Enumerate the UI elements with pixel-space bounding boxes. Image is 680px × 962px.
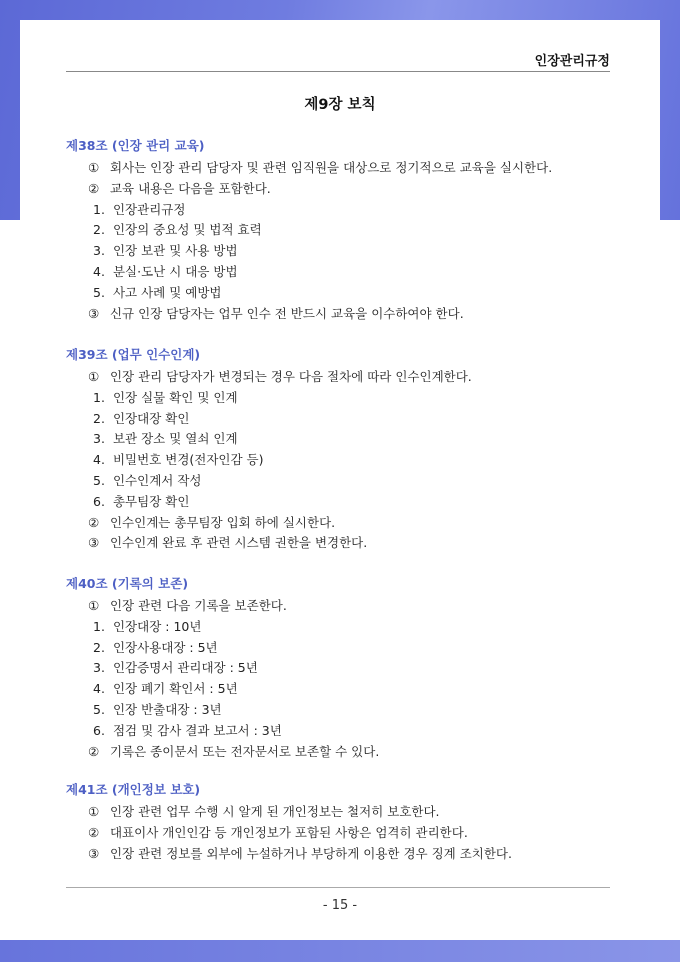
list-item bbox=[93, 700, 222, 718]
list-item bbox=[93, 220, 262, 238]
clause-line bbox=[88, 158, 552, 176]
article-title: 제41조 (개인정보 보호) bbox=[66, 782, 201, 797]
item-number: 3. bbox=[93, 243, 105, 259]
line-text: 인장의 중요성 및 법적 효력 bbox=[112, 222, 262, 238]
line-text: 총무팀장 확인 bbox=[112, 493, 190, 509]
item-number: 2. bbox=[93, 639, 105, 655]
list-item bbox=[93, 658, 258, 676]
line-text: 사고 사례 및 예방법 bbox=[112, 284, 222, 300]
line-text: 인장대장 : 10년 bbox=[112, 618, 202, 634]
line-text: 인장 관련 정보를 외부에 누설하거나 부당하게 이용한 경우 징계 조치한다. bbox=[109, 845, 512, 861]
line-text: 인장 관리 담당자가 변경되는 경우 다음 절차에 따라 인수인계한다. bbox=[109, 369, 472, 384]
line-text: 대표이사 개인인감 등 개인정보가 포함된 사항은 엄격히 관리한다. bbox=[109, 824, 468, 840]
item-number: 6. bbox=[93, 493, 105, 509]
item-number: 5. bbox=[93, 473, 105, 488]
item-number: 1. bbox=[93, 618, 105, 634]
list-item bbox=[93, 241, 238, 259]
line-text: 점검 및 감사 결과 보고서 : 3년 bbox=[112, 722, 282, 738]
list-item bbox=[93, 429, 238, 447]
list-item bbox=[93, 200, 185, 218]
line-text: 기록은 종이문서 또는 전자문서로 보존할 수 있다. bbox=[109, 743, 380, 759]
line-text: 회사는 인장 관리 담당자 및 관련 임직원을 대상으로 정기적으로 교육을 실시한다. bbox=[109, 160, 553, 175]
article-title: 제38조 (인장 관리 교육) bbox=[66, 138, 205, 153]
list-item bbox=[93, 638, 218, 656]
list-item bbox=[93, 262, 238, 280]
line-text: 인감증명서 관리대장 : 5년 bbox=[112, 660, 258, 676]
clause-line bbox=[88, 742, 379, 760]
article-title: 제40조 (기록의 보존) bbox=[66, 576, 189, 591]
item-number: 6. bbox=[93, 722, 105, 738]
item-number: 3. bbox=[93, 431, 105, 447]
line-text: 인수인계 완료 후 관련 시스템 권한을 변경한다. bbox=[109, 535, 368, 551]
item-number: 2. bbox=[93, 222, 105, 238]
line-text: 인장 관련 다음 기록을 보존한다. bbox=[109, 598, 287, 613]
list-item bbox=[93, 450, 264, 468]
item-number: 1. bbox=[93, 201, 105, 217]
item-number: 3. bbox=[93, 660, 105, 676]
clause-number: ① bbox=[88, 598, 100, 613]
line-text: 인장관리규정 bbox=[112, 201, 186, 217]
line-text: 인장 보관 및 사용 방법 bbox=[112, 243, 238, 259]
chapter-title: 제9장 보칙 bbox=[304, 97, 376, 113]
item-number: 4. bbox=[93, 452, 105, 468]
clause-number: ② bbox=[88, 514, 100, 530]
clause-line bbox=[88, 179, 271, 197]
line-text: 인장 관련 업무 수행 시 알게 된 개인정보는 철저히 보호한다. bbox=[109, 804, 440, 819]
clause-line bbox=[88, 533, 367, 551]
clause-line bbox=[88, 367, 472, 385]
item-number: 4. bbox=[93, 264, 105, 279]
clause-number: ③ bbox=[88, 845, 100, 861]
clause-number: ① bbox=[88, 369, 100, 384]
list-item bbox=[93, 283, 222, 301]
background-band-bottom bbox=[0, 940, 680, 962]
header-rule bbox=[66, 71, 610, 72]
item-number: 5. bbox=[93, 284, 105, 300]
line-text: 비밀번호 변경(전자인감 등) bbox=[112, 452, 264, 468]
clause-line bbox=[88, 823, 468, 841]
clause-number: ③ bbox=[88, 305, 100, 321]
item-number: 2. bbox=[93, 410, 105, 426]
item-number: 1. bbox=[93, 389, 105, 405]
line-text: 보관 장소 및 열쇠 인계 bbox=[112, 431, 238, 447]
line-text: 인수인계서 작성 bbox=[112, 473, 202, 488]
article-title: 제39조 (업무 인수인계) bbox=[66, 347, 201, 362]
list-item bbox=[93, 721, 282, 739]
clause-line bbox=[88, 844, 512, 862]
line-text: 인수인계는 총무팀장 입회 하에 실시한다. bbox=[109, 514, 336, 530]
clause-number: ② bbox=[88, 824, 100, 840]
line-text: 인장 반출대장 : 3년 bbox=[112, 702, 222, 717]
document-header-title: 인장관리규정 bbox=[534, 54, 610, 69]
line-text: 분실·도난 시 대응 방법 bbox=[112, 264, 238, 279]
clause-number: ① bbox=[88, 804, 100, 819]
line-text: 인장 실물 확인 및 인계 bbox=[112, 389, 238, 405]
footer-rule bbox=[66, 887, 610, 888]
clause-line bbox=[88, 513, 335, 531]
list-item bbox=[93, 617, 201, 635]
clause-line bbox=[88, 802, 440, 820]
line-text: 교육 내용은 다음을 포함한다. bbox=[109, 180, 271, 196]
line-text: 신규 인장 담당자는 업무 인수 전 반드시 교육을 이수하여야 한다. bbox=[109, 305, 464, 321]
clause-line bbox=[88, 304, 464, 322]
list-item bbox=[93, 471, 201, 489]
clause-number: ② bbox=[88, 180, 100, 196]
clause-number: ② bbox=[88, 743, 100, 759]
clause-line bbox=[88, 596, 287, 614]
line-text: 인장 폐기 확인서 : 5년 bbox=[112, 681, 238, 697]
list-item bbox=[93, 492, 189, 510]
line-text: 인장대장 확인 bbox=[112, 410, 190, 426]
list-item bbox=[93, 409, 189, 427]
page-number: - 15 - bbox=[322, 898, 358, 913]
list-item bbox=[93, 679, 238, 697]
item-number: 5. bbox=[93, 702, 105, 717]
list-item bbox=[93, 388, 238, 406]
clause-number: ① bbox=[88, 160, 100, 175]
clause-number: ③ bbox=[88, 535, 100, 551]
line-text: 인장사용대장 : 5년 bbox=[112, 639, 218, 655]
item-number: 4. bbox=[93, 681, 105, 697]
